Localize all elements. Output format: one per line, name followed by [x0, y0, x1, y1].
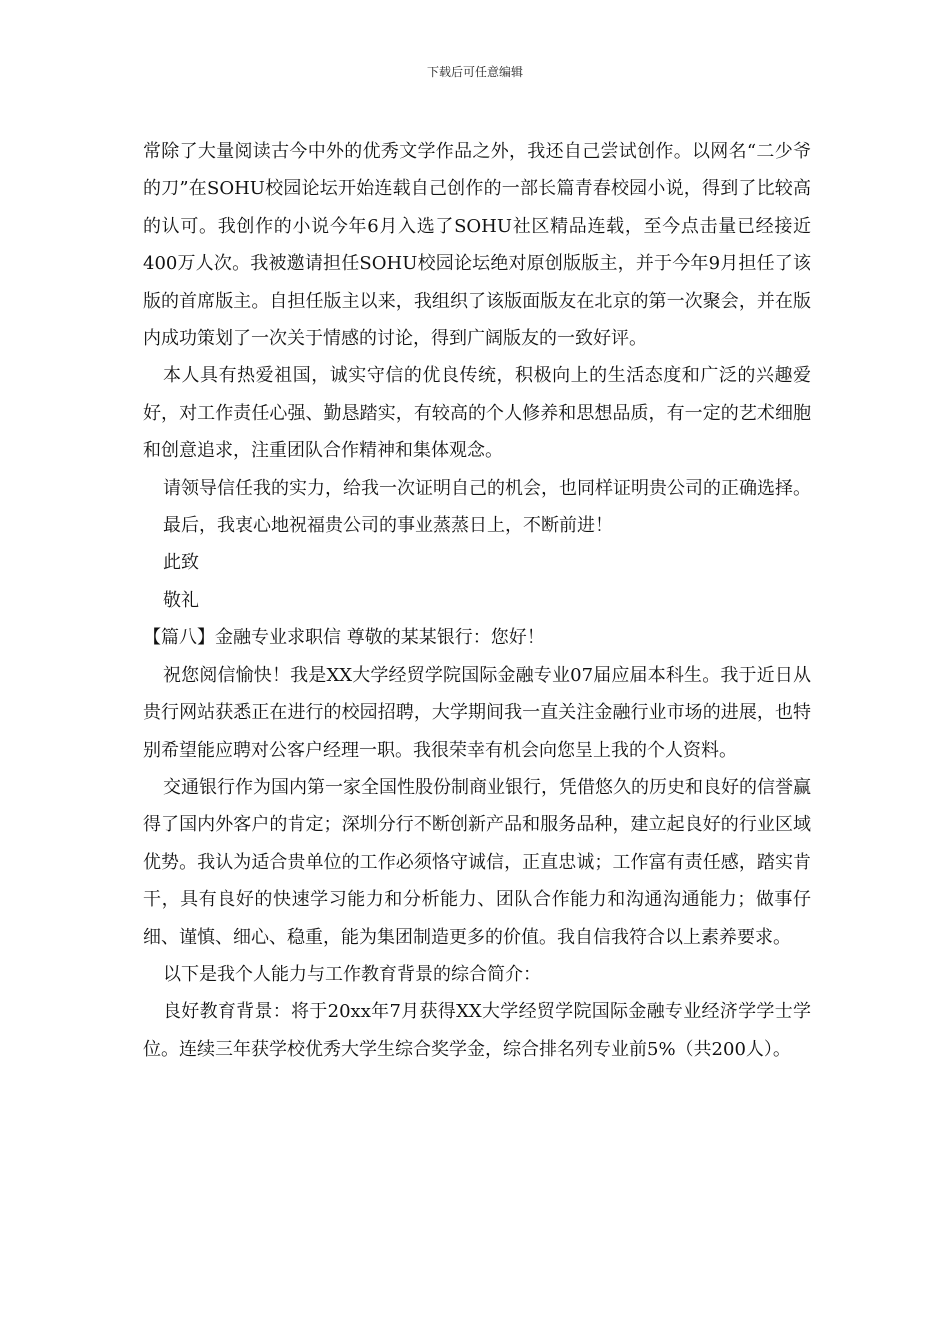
paragraph-education-background: 良好教育背景：将于20xx年7月获得XX大学经贸学院国际金融专业经济学学士学位。连续三年获学校优秀大学生综合奖学金，综合排名列专业前5%（共200人）。	[143, 1001, 811, 1060]
paragraph-request: 请领导信任我的实力，给我一次证明自己的机会，也同样证明贵公司的正确选择。	[163, 477, 811, 499]
paragraph-introduction: 祝您阅信愉快！我是XX大学经贸学院国际金融专业07届应届本科生。我于近日从贵行网站获悉正在进行的校园招聘，大学期间我一直关注金融行业市场的进展，也特别希望能应聘对公客户经理一职。我很荣幸有机会向您呈上我的个人资料。	[143, 664, 811, 761]
paragraph-closing-wish: 最后，我衷心地祝福贵公司的事业蒸蒸日上，不断前进！	[163, 515, 613, 537]
salutation-jingli: 敬礼	[163, 589, 199, 611]
section-heading-part-eight: 【篇八】金融专业求职信 尊敬的某某银行：您好！	[143, 627, 545, 649]
paragraph-personal-qualities: 本人具有热爱祖国，诚实守信的优良传统，积极向上的生活态度和广泛的兴趣爱好，对工作责任心强、勤恳踏实，有较高的个人修养和思想品质，有一定的艺术细胞和创意追求，注重团队合作精神和集体观念。	[143, 365, 811, 462]
document-body	[143, 133, 811, 1068]
paragraph-bank-description: 交通银行作为国内第一家全国性股份制商业银行，凭借悠久的历史和良好的信誉赢得了国内外客户的肯定；深圳分行不断创新产品和服务品种，建立起良好的行业区域优势。我认为适合贵单位的工作必须恪守诚信，正直忠诚；工作富有责任感，踏实肯干，具有良好的快速学习能力和分析能力、团队合作能力和沟通沟通能力；做事仔细、谨慎、细心、稳重，能为集团制造更多的价值。我自信我符合以上素养要求。	[143, 776, 811, 948]
page-header: 下载后可任意编辑	[426, 65, 523, 79]
paragraph-summary-intro: 以下是我个人能力与工作教育背景的综合简介：	[163, 963, 541, 985]
salutation-cizhi: 此致	[163, 552, 199, 574]
paragraph-creative-writing: 常除了大量阅读古今中外的优秀文学作品之外，我还自己尝试创作。以网名“二少爷的刀”在SOHU校园论坛开始连载自己创作的一部长篇青春校园小说，得到了比较高的认可。我创作的小说今年6月入选了SOHU社区精品连载，至今点击量已经接近400万人次。我被邀请担任SOHU校园论坛绝对原创版版主，并于今年9月担任了该版的首席版主。自担任版主以来，我组织了该版面版友在北京的第一次聚会，并在版内成功策划了一次关于情感的讨论，得到广阔版友的一致好评。	[143, 141, 811, 350]
